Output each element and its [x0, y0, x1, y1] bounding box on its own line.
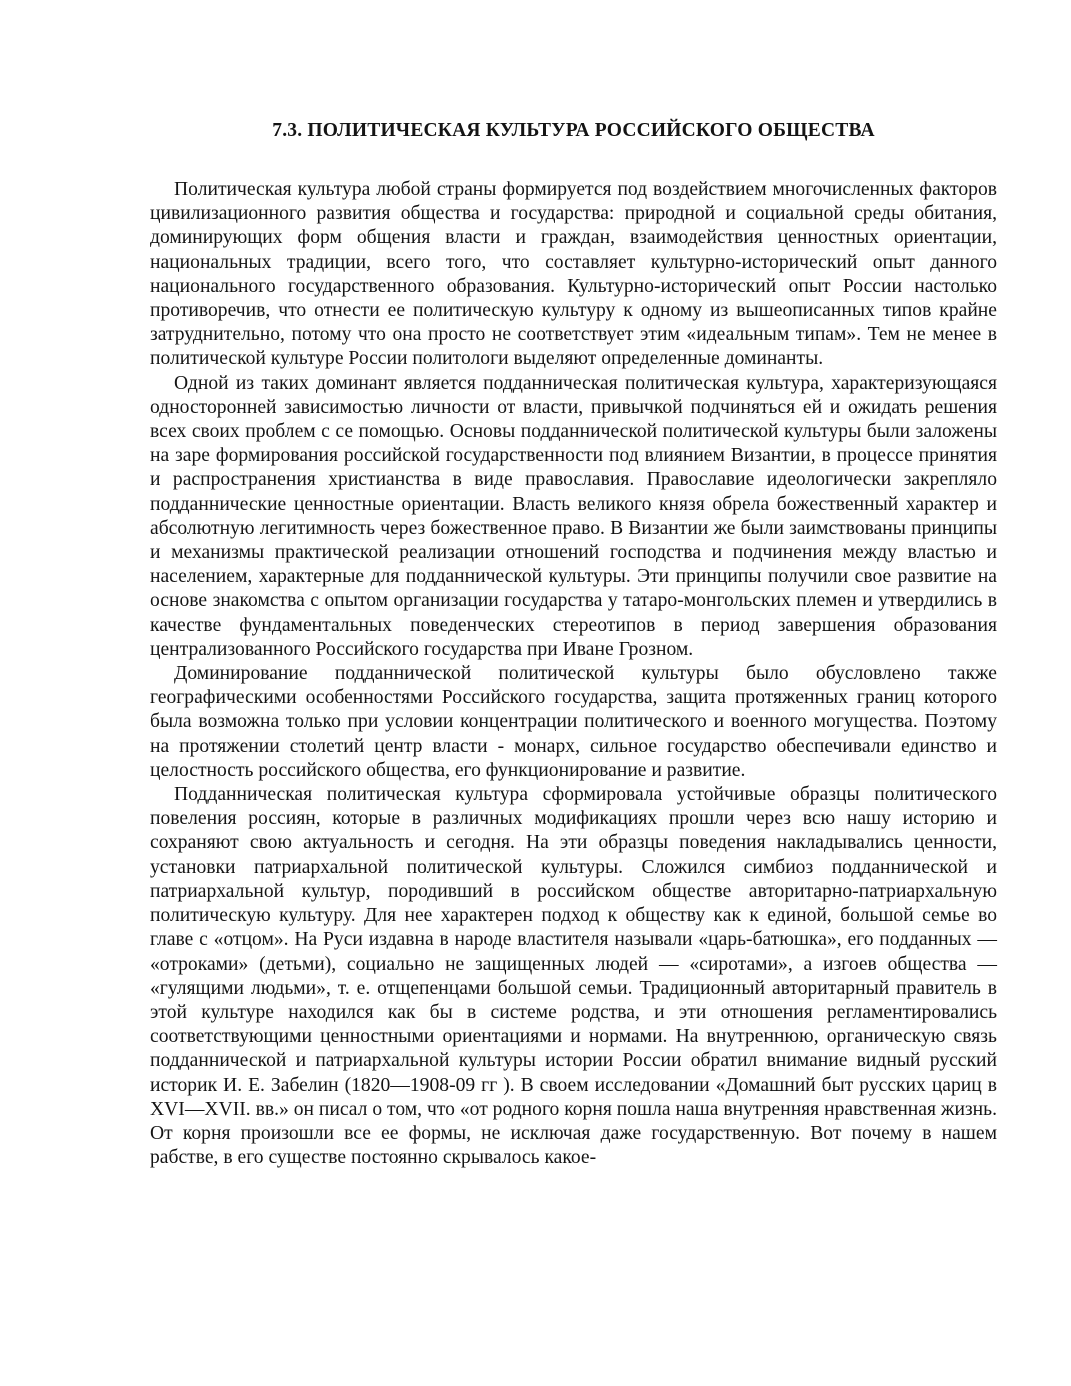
document-page	[150, 118, 997, 1170]
paragraph-3: Доминирование подданнической политической культуры было обусловлено также географическими особенностями Российского государства, защита протяженных границ которого была возможна только при условии концентрации политического и военного могущества. Поэтому на протяжении столетий центр власти - монарх, сильное государство обеспечивали единство и целостность российского общества, его функционирование и развитие.	[150, 663, 997, 781]
paragraph-1: Политическая культура любой страны формируется под воздействием многочисленных факторов цивилизационного развития общества и государства: природной и социальной среды обитания, доминирующих форм общения власти и граждан, взаимодействия ценностных ориентации, национальных традиции, всего того, что составляет культурно-исторический опыт данного национального государственного образования. Культурно-исторический опыт России настолько противоречив, что отнести ее политическую культуру к одному из вышеописанных типов крайне затруднительно, потому что она просто не соответствует этим «идеальным типам». Тем не менее в политической культуре России политологи выделяют определенные доминанты.	[150, 179, 997, 370]
paragraph-4: Подданническая политическая культура сформировала устойчивые образцы политического повеления россиян, которые в различных модификациях прошли через всю нашу историю и сохраняют свою актуальность и сегодня. На эти образцы поведения накладывались ценности, установки патриархальной политической культуры. Сложился симбиоз подданнической и патриархальной культур, породивший в российском обществе авторитарно-патриархальную политическую культуру. Для нее характерен подход к обществу как к единой, большой семье во главе с «отцом». На Руси издавна в народе властителя называли «царь-батюшка», его подданных — «отроками» (детьми), социально не защищенных людей — «сиротами», а изгоев общества — «гулящими людьми», т. е. отщепенцами большой семьи. Традиционный авторитарный правитель в этой культуре находился как бы в системе родства, и эти отношения регламентировались соответствующими ценностными ориентациями и нормами. На внутреннюю, органическую связь подданнической и патриархальной культуры истории России обратил внимание видный русский историк И. Е. Забелин (1820—1908-09 гг ). В своем исследовании «Домашний быт русских цариц в XVI—XVII. вв.» он писал о том, что «от родного корня пошла наша внутренняя нравственная жизнь. От корня произошли все ее формы, не исключая даже государственную. Вот почему в нашем рабстве, в его существе постоянно скрывалось какое-	[150, 784, 997, 1169]
paragraph-2: Одной из таких доминант является подданническая политическая культура, характеризующаяся односторонней зависимостью личности от власти, привычкой подчиняться ей и ожидать решения всех своих проблем с се помощью. Основы подданнической политической культуры были заложены на заре формирования российской государственности под влиянием Византии, в процессе принятия и распространения христианства в виде православия. Православие идеологически закрепляло подданнические ценностные ориентации. Власть великого князя обрела божественный характер и абсолютную легитимность через божественное право. В Византии же были заимствованы принципы и механизмы практической реализации отношений господства и подчинения между властью и населением, характерные для подданнической культуры. Эти принципы получили свое развитие на основе знакомства с опытом организации государства у татаро-монгольских племен и утвердились в качестве фундаментальных поведенческих стереотипов в период завершения образования централизованного Российского государства при Иване Грозном.	[150, 372, 997, 660]
section-title: 7.3. ПОЛИТИЧЕСКАЯ КУЛЬТУРА РОССИЙСКОГО ОБЩЕСТВА	[272, 120, 875, 141]
